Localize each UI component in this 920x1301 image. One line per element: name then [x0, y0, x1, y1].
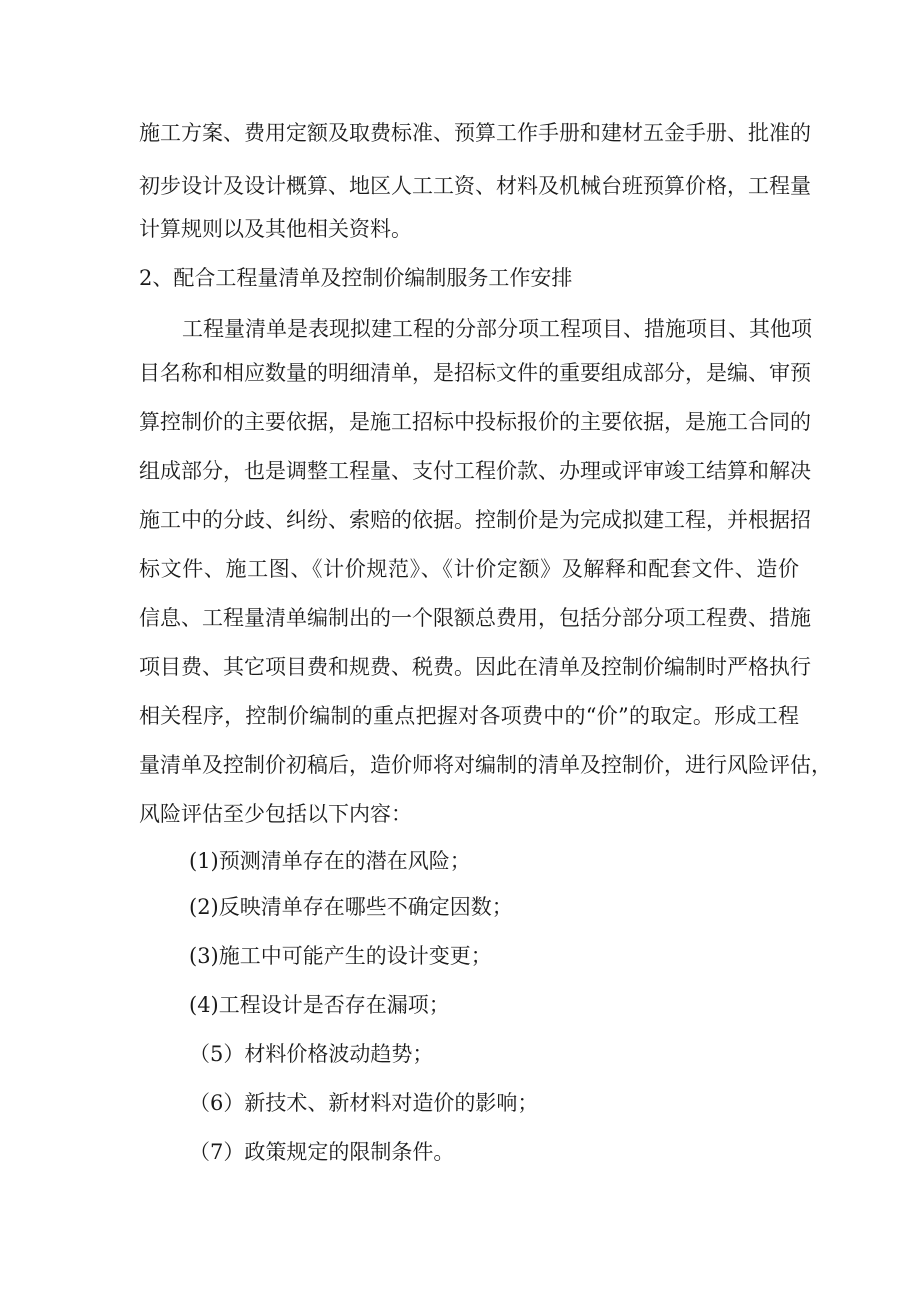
body-line: 标文件、施工图、《计价规范》、《计价定额》及解释和配套文件、造价	[139, 557, 799, 581]
body-line: 量清单及控制价初稿后，造价师将对编制的清单及控制价，进行风险评估，	[139, 753, 832, 777]
risk-item: （7）政策规定的限制条件。	[189, 1140, 455, 1164]
risk-item: (3)施工中可能产生的设计变更；	[189, 944, 492, 968]
intro-line: 施工方案、费用定额及取费标准、预算工作手册和建材五金手册、批准的	[139, 121, 811, 145]
risk-item: （5）材料价格波动趋势；	[189, 1042, 434, 1066]
body-line: 信息、工程量清单编制出的一个限额总费用，包括分部分项工程费、措施	[139, 606, 811, 630]
risk-item: (2)反映清单存在哪些不确定因数；	[189, 895, 513, 919]
body-line: 工程量清单是表现拟建工程的分部分项工程项目、措施项目、其他项	[182, 317, 812, 341]
body-line: 算控制价的主要依据，是施工招标中投标报价的主要依据，是施工合同的	[139, 410, 811, 434]
risk-item: （6）新技术、新材料对造价的影响；	[189, 1091, 539, 1115]
section-heading: 2、配合工程量清单及控制价编制服务工作安排	[139, 266, 573, 290]
body-line: 组成部分，也是调整工程量、支付工程价款、办理或评审竣工结算和解决	[139, 459, 811, 483]
risk-item: (1)预测清单存在的潜在风险；	[189, 849, 471, 873]
intro-line: 计算规则以及其他相关资料。	[139, 217, 412, 241]
body-line: 施工中的分歧、纠纷、索赔的依据。控制价是为完成拟建工程，并根据招	[139, 508, 811, 532]
body-line: 目名称和相应数量的明细清单，是招标文件的重要组成部分，是编、审预	[139, 361, 811, 385]
body-line: 相关程序，控制价编制的重点把握对各项费中的“价”的取定。形成工程	[139, 704, 799, 728]
body-line: 项目费、其它项目费和规费、税费。因此在清单及控制价编制时严格执行	[139, 655, 811, 679]
intro-line: 初步设计及设计概算、地区人工工资、材料及机械台班预算价格，工程量	[139, 174, 811, 198]
body-line: 风险评估至少包括以下内容：	[139, 802, 412, 826]
risk-item: (4)工程设计是否存在漏项；	[189, 993, 450, 1017]
